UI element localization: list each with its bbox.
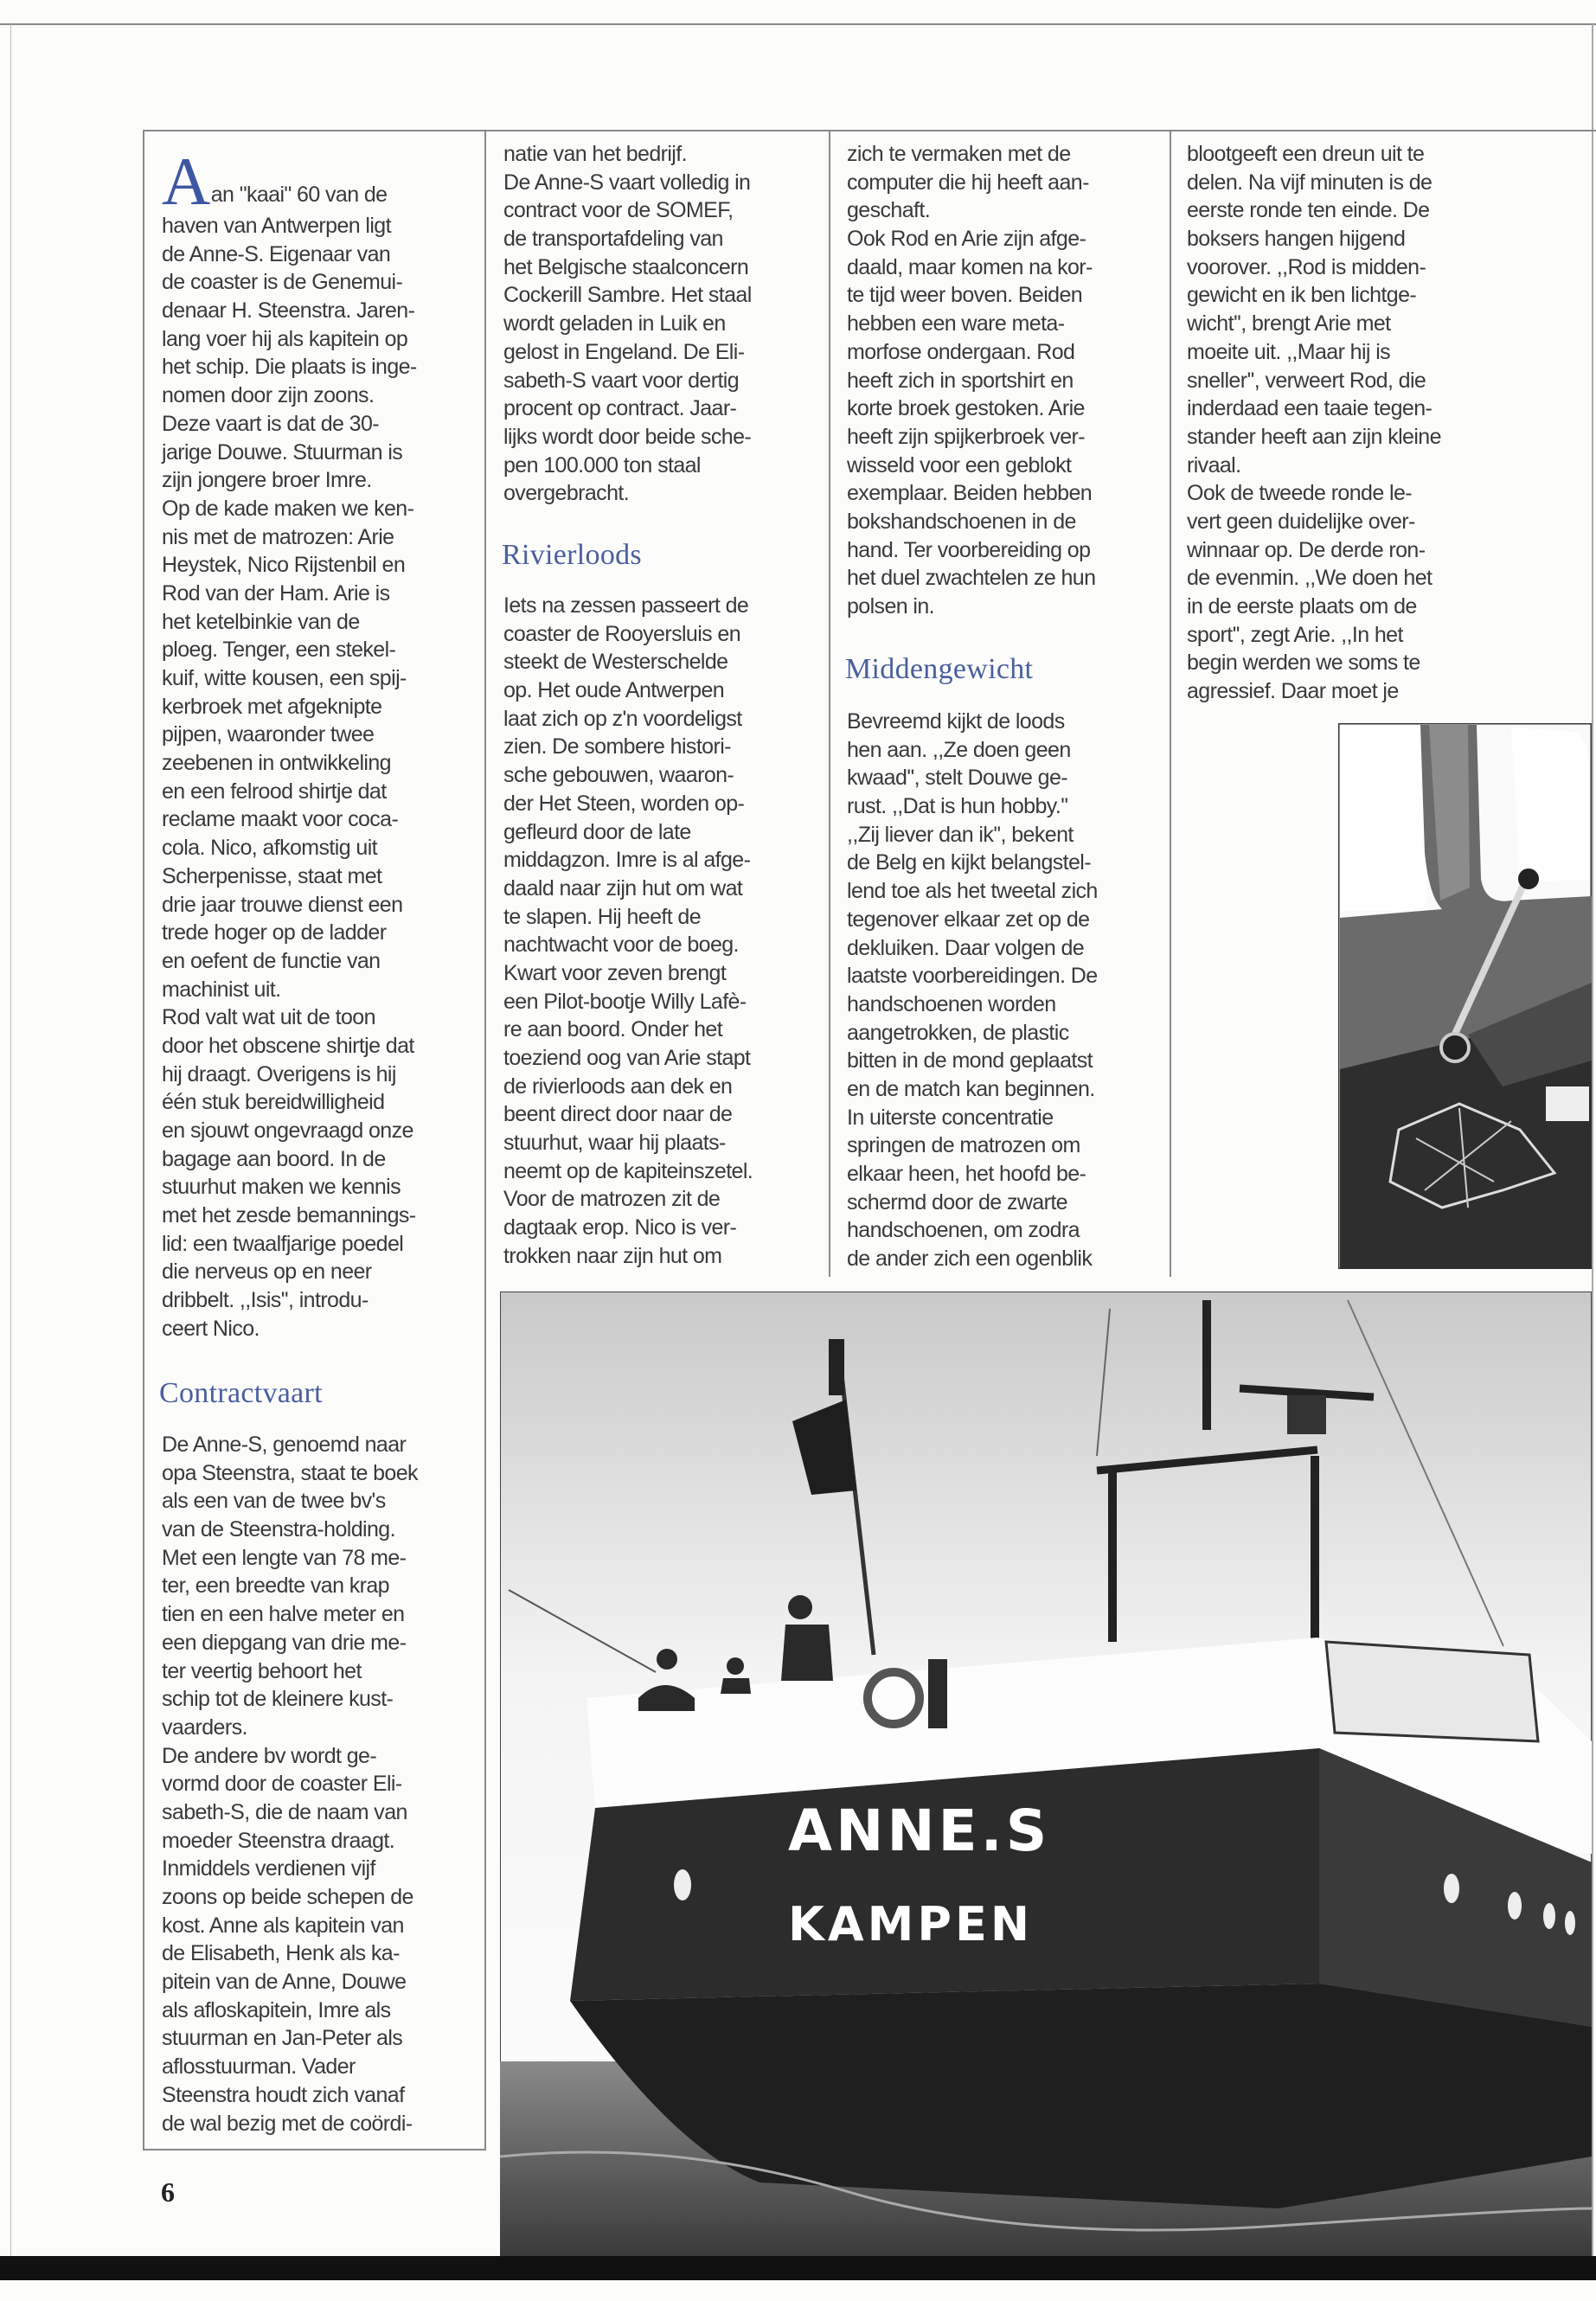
text-line: ploeg. Tenger, een stekel- bbox=[162, 638, 396, 663]
text-line: rivaal. bbox=[1187, 452, 1241, 478]
text-line: Op de kade maken we ken- bbox=[162, 496, 414, 521]
text-line: sport'', zegt Arie. ,,In het bbox=[1187, 622, 1403, 647]
text-line: stuurhut maken we kennis bbox=[162, 1175, 401, 1200]
text-line: met het zesde bemannings- bbox=[162, 1203, 416, 1228]
text-line: Steenstra houdt zich vanaf bbox=[162, 2082, 405, 2107]
text-line: Ook de tweede ronde le- bbox=[1187, 481, 1412, 506]
text-line: de rivierloods aan dek en bbox=[503, 1074, 733, 1099]
heading-contractvaart: Contractvaart bbox=[159, 1377, 323, 1409]
text-line: beent direct door naar de bbox=[503, 1102, 733, 1127]
text-line: trede hoger op de ladder bbox=[162, 920, 387, 945]
text-line: hen aan. ,,Ze doen geen bbox=[847, 737, 1071, 762]
text-line: als afloskapitein, Imre als bbox=[162, 1997, 391, 2022]
text-line: inderdaad een taaie tegen- bbox=[1187, 396, 1433, 421]
text-line: lijks wordt door beide sche- bbox=[503, 424, 752, 449]
text-line: Deze vaart is dat de 30- bbox=[162, 411, 380, 436]
text-line: drie jaar trouwe dienst een bbox=[162, 892, 403, 917]
text-line: eerste ronde ten einde. De bbox=[1187, 198, 1430, 223]
text-line: De Anne-S vaart volledig in bbox=[503, 170, 751, 195]
text-line: heeft zijn spijkerbroek ver- bbox=[847, 424, 1085, 449]
text-line: Voor de matrozen zit de bbox=[503, 1187, 721, 1212]
text-line: ter, een breedte van krap bbox=[162, 1574, 389, 1599]
bottom-scan-bar bbox=[0, 2256, 1596, 2280]
text-line: daald naar zijn hut om wat bbox=[503, 875, 743, 901]
text-line: jarige Douwe. Stuurman is bbox=[162, 439, 403, 465]
text-line: het ketelbinkie van de bbox=[162, 609, 360, 634]
text-line: als een van de twee bv's bbox=[162, 1489, 386, 1514]
article-frame-left bbox=[143, 130, 144, 2150]
text-line: natie van het bedrijf. bbox=[503, 142, 687, 166]
text-line: Cockerill Sambre. Het staal bbox=[503, 283, 752, 308]
column-2-part-a bbox=[503, 140, 824, 508]
photo-ship-anne-s bbox=[500, 1292, 1592, 2258]
text-line: stander heeft aan zijn kleine bbox=[1187, 424, 1441, 449]
text-line: steekt de Westerschelde bbox=[503, 650, 728, 675]
text-line: de Belg en kijkt belangstel- bbox=[847, 850, 1091, 875]
drop-cap: A bbox=[162, 144, 210, 219]
text-line: middagzon. Imre is al afge- bbox=[503, 848, 751, 873]
text-line: pitein van de Anne, Douwe bbox=[162, 1970, 407, 1995]
text-line: in de eerste plaats om de bbox=[1187, 594, 1417, 619]
text-line: aflosstuurman. Vader bbox=[162, 2054, 356, 2080]
text-line: ,,Zij liever dan ik'', bekent bbox=[847, 822, 1074, 847]
text-line: gewicht en ik ben lichtge- bbox=[1187, 283, 1417, 308]
column-divider-1 bbox=[484, 130, 486, 2150]
text-line: een Pilot-bootje Willy Lafè- bbox=[503, 989, 747, 1014]
text-line: denaar H. Steenstra. Jaren- bbox=[162, 298, 415, 324]
text-line: neemt op de kapiteinszetel. bbox=[503, 1158, 753, 1183]
text-line: hebben een ware meta- bbox=[847, 311, 1065, 336]
text-line: Scherpenisse, staat met bbox=[162, 863, 382, 888]
text-line: te slapen. Hij heeft de bbox=[503, 904, 702, 929]
text-line: een diepgang van drie me- bbox=[162, 1630, 407, 1655]
text-line: nachtwacht voor de boeg. bbox=[503, 933, 739, 958]
text-line: vormd door de coaster Eli- bbox=[162, 1772, 402, 1797]
text-line: de ander zich een ogenblik bbox=[847, 1247, 1093, 1272]
text-line: de transportafdeling van bbox=[503, 227, 723, 252]
window-left bbox=[1340, 725, 1426, 911]
text-line: exemplaar. Beiden hebben bbox=[847, 481, 1093, 506]
top-page-rule bbox=[0, 23, 1596, 25]
text-line-content: an "kaai" 60 van de bbox=[210, 183, 388, 207]
text-line: korte broek gestoken. Arie bbox=[847, 396, 1085, 421]
wheelhouse-image bbox=[1338, 723, 1592, 1269]
text-line: Bevreemd kijkt de loods bbox=[847, 709, 1065, 734]
text-line: sneller'', verweert Rod, die bbox=[1187, 368, 1426, 393]
ship-image bbox=[500, 1292, 1592, 2258]
text-line: contract voor de SOMEF, bbox=[503, 198, 734, 223]
text-line: te tijd weer boven. Beiden bbox=[847, 283, 1083, 308]
text-line: het schip. Die plaats is inge- bbox=[162, 355, 417, 380]
photo-wheelhouse-interior bbox=[1338, 723, 1592, 1269]
text-line: computer die hij heeft aan- bbox=[847, 170, 1089, 195]
text-line: sabeth-S vaart voor dertig bbox=[503, 368, 740, 393]
text-line: opa Steenstra, staat te boek bbox=[162, 1460, 418, 1485]
text-line: aangetrokken, de plastic bbox=[847, 1020, 1069, 1045]
text-line: één stuk bereidwilligheid bbox=[162, 1090, 385, 1115]
text-line: elkaar heen, het hoofd be- bbox=[847, 1162, 1086, 1186]
text-line: dekluiken. Daar volgen de bbox=[847, 935, 1085, 960]
text-line: rust. ,,Dat is hun hobby.'' bbox=[847, 794, 1068, 819]
text-line: de wal bezig met de coördi- bbox=[162, 2111, 413, 2136]
column-divider-2 bbox=[829, 130, 830, 1277]
text-line: pijpen, waaronder twee bbox=[162, 722, 375, 747]
text-line: tegenover elkaar zet op de bbox=[847, 907, 1090, 932]
text-line: laatste voorbereidingen. De bbox=[847, 964, 1098, 989]
mast bbox=[1202, 1300, 1211, 1430]
text-line: handschoenen worden bbox=[847, 991, 1056, 1016]
article-frame-bottom bbox=[143, 2149, 485, 2150]
text-line: geschaft. bbox=[847, 198, 931, 223]
ship-port: KAMPEN bbox=[788, 1897, 1034, 1952]
column-divider-3 bbox=[1170, 130, 1171, 1277]
text-line: reclame maakt voor coca- bbox=[162, 807, 399, 832]
column-4 bbox=[1187, 140, 1507, 706]
text-line: Rod van der Ham. Arie is bbox=[162, 580, 390, 606]
text-line: zoons op beide schepen de bbox=[162, 1885, 413, 1909]
text-line: schermd door de zwarte bbox=[847, 1189, 1067, 1215]
text-line: de coaster is de Genemui- bbox=[162, 270, 403, 295]
text-line: schip tot de kleinere kust- bbox=[162, 1687, 394, 1712]
text-line: daald, maar komen na kor- bbox=[847, 254, 1093, 279]
column-3-part-a bbox=[847, 140, 1167, 621]
text-line: zich te vermaken met de bbox=[847, 142, 1071, 166]
text-line: Inmiddels verdienen vijf bbox=[162, 1856, 375, 1881]
text-line: Rod valt wat uit de toon bbox=[162, 1005, 375, 1030]
text-line: cola. Nico, afkomstig uit bbox=[162, 836, 377, 861]
text-line: dagtaak erop. Nico is ver- bbox=[503, 1215, 737, 1240]
text-line: en sjouwt ongevraagd onze bbox=[162, 1118, 413, 1143]
text-line: bagage aan boord. In de bbox=[162, 1146, 386, 1171]
text-line: bitten in de mond geplaatst bbox=[847, 1048, 1093, 1074]
text-line: In uiterste concentratie bbox=[847, 1105, 1054, 1130]
text-line: morfose ondergaan. Rod bbox=[847, 339, 1075, 364]
text-line: handschoenen, om zodra bbox=[847, 1218, 1080, 1243]
text-line: de evenmin. ,,We doen het bbox=[1187, 566, 1433, 591]
text-line: kerbroek met afgeknipte bbox=[162, 694, 382, 719]
text-line: hand. Ter voorbereiding op bbox=[847, 537, 1091, 562]
right-page-edge bbox=[1592, 24, 1593, 2256]
text-line: lend toe als het tweetal zich bbox=[847, 879, 1098, 904]
column-1-part-b bbox=[162, 1431, 482, 2138]
article-frame-top bbox=[143, 130, 1596, 131]
text-line: sche gebouwen, waaron- bbox=[503, 763, 734, 788]
text-line: begin werden we soms te bbox=[1187, 651, 1420, 676]
text-line: op. Het oude Antwerpen bbox=[503, 678, 725, 703]
text-line: agressief. Daar moet je bbox=[1187, 679, 1399, 704]
column-3-part-b bbox=[847, 708, 1167, 1273]
text-line: re aan boord. Onder het bbox=[503, 1017, 723, 1042]
text-line: toeziend oog van Arie stapt bbox=[503, 1046, 751, 1070]
text-line: kwaad'', stelt Douwe ge- bbox=[847, 766, 1067, 791]
text-line: moeite uit. ,,Maar hij is bbox=[1187, 339, 1391, 364]
text-line: machinist uit. bbox=[162, 977, 281, 1002]
text-line: polsen in. bbox=[847, 594, 935, 619]
text-line: ter veertig behoort het bbox=[162, 1658, 362, 1683]
text-line: van de Steenstra-holding. bbox=[162, 1517, 395, 1542]
text-line: De Anne-S, genoemd naar bbox=[162, 1433, 407, 1457]
text-line: Ook Rod en Arie zijn afge- bbox=[847, 227, 1086, 252]
text-line: bokshandschoenen in de bbox=[847, 509, 1076, 534]
text-line: springen de matrozen om bbox=[847, 1133, 1080, 1158]
text-line: zeebenen in ontwikkeling bbox=[162, 751, 391, 776]
crew-member bbox=[781, 1625, 833, 1681]
text-line: laat zich op z'n voordeligst bbox=[503, 706, 742, 731]
text-line: dribbelt. ,,Isis'', introdu- bbox=[162, 1288, 369, 1313]
text-line: der Het Steen, worden op- bbox=[503, 791, 745, 816]
text-line: pen 100.000 ton staal bbox=[503, 452, 701, 478]
text-line: en de match kan beginnen. bbox=[847, 1076, 1095, 1101]
text-line: voorover. ,,Rod is midden- bbox=[1187, 254, 1426, 279]
text-line: de Elisabeth, Henk als ka- bbox=[162, 1941, 400, 1966]
text-line: die nerveus op en neer bbox=[162, 1259, 372, 1285]
text-line: door het obscene shirtje dat bbox=[162, 1033, 414, 1058]
text-line: ceert Nico. bbox=[162, 1316, 260, 1341]
text-line: Kwart voor zeven brengt bbox=[503, 960, 727, 985]
text-line: Met een lengte van 78 me- bbox=[162, 1545, 407, 1570]
text-line: wisseld voor een geblokt bbox=[847, 452, 1072, 478]
text-line: nis met de matrozen: Arie bbox=[162, 524, 394, 549]
text-line: coaster de Rooyersluis en bbox=[503, 621, 741, 646]
text-line: overgebracht. bbox=[503, 481, 630, 506]
text-line: De andere bv wordt ge- bbox=[162, 1743, 377, 1768]
text-line: hij draagt. Overigens is hij bbox=[162, 1061, 396, 1086]
column-2-part-b bbox=[503, 592, 824, 1271]
column-1-part-a bbox=[162, 144, 482, 1343]
crew-member bbox=[721, 1678, 751, 1694]
left-page-edge bbox=[10, 24, 11, 2256]
text-line: vert geen duidelijke over- bbox=[1187, 509, 1415, 534]
text-line: lid: een twaalfjarige poedel bbox=[162, 1231, 404, 1256]
text-line: gelost in Engeland. De Eli- bbox=[503, 339, 745, 364]
text-line: winnaar op. De derde ron- bbox=[1187, 537, 1426, 562]
text-line: tien en een halve meter en bbox=[162, 1602, 405, 1627]
text-line: het duel zwachtelen ze hun bbox=[847, 566, 1096, 591]
text-line: zien. De sombere histori- bbox=[503, 734, 731, 760]
text-line: en een felrood shirtje dat bbox=[162, 779, 387, 804]
text-line: en oefent de functie van bbox=[162, 948, 381, 973]
text-line: procent op contract. Jaar- bbox=[503, 396, 737, 421]
text-line: vaarders. bbox=[162, 1715, 247, 1740]
text-line: sabeth-S, die de naam van bbox=[162, 1799, 407, 1824]
text-line: delen. Na vijf minuten is de bbox=[1187, 170, 1433, 195]
text-line bbox=[162, 144, 482, 219]
text-line: wicht'', brengt Arie met bbox=[1187, 311, 1391, 336]
page-number: 6 bbox=[161, 2176, 175, 2208]
text-line: Heystek, Nico Rijstenbil en bbox=[162, 553, 406, 578]
text-line: nomen door zijn zoons. bbox=[162, 383, 375, 408]
text-line: gefleurd door de late bbox=[503, 819, 691, 844]
text-line: zijn jongere broer Imre. bbox=[162, 468, 372, 493]
text-line: lang voer hij als kapitein op bbox=[162, 326, 408, 351]
text-line: stuurhut, waar hij plaats- bbox=[503, 1131, 726, 1156]
text-line: kuif, witte kousen, een spij- bbox=[162, 666, 407, 690]
text-line: blootgeeft een dreun uit te bbox=[1187, 142, 1425, 166]
text-line: Iets na zessen passeert de bbox=[503, 593, 749, 618]
text-line: heeft zich in sportshirt en bbox=[847, 368, 1074, 393]
text-line: wordt geladen in Luik en bbox=[503, 311, 726, 336]
text-line: stuurman en Jan-Peter als bbox=[162, 2026, 403, 2051]
heading-rivierloods: Rivierloods bbox=[502, 539, 642, 571]
text-line: haven van Antwerpen ligt bbox=[162, 214, 391, 238]
text-line: boksers hangen hijgend bbox=[1187, 227, 1406, 252]
text-line: kost. Anne als kapitein van bbox=[162, 1913, 404, 1938]
text-line: de Anne-S. Eigenaar van bbox=[162, 241, 391, 266]
text-line: het Belgische staalconcern bbox=[503, 254, 749, 279]
ship-name: ANNE.S bbox=[788, 1798, 1051, 1864]
heading-middengewicht: Middengewicht bbox=[845, 653, 1034, 685]
text-line: moeder Steenstra draagt. bbox=[162, 1828, 395, 1853]
text-line: trokken naar zijn hut om bbox=[503, 1243, 722, 1268]
